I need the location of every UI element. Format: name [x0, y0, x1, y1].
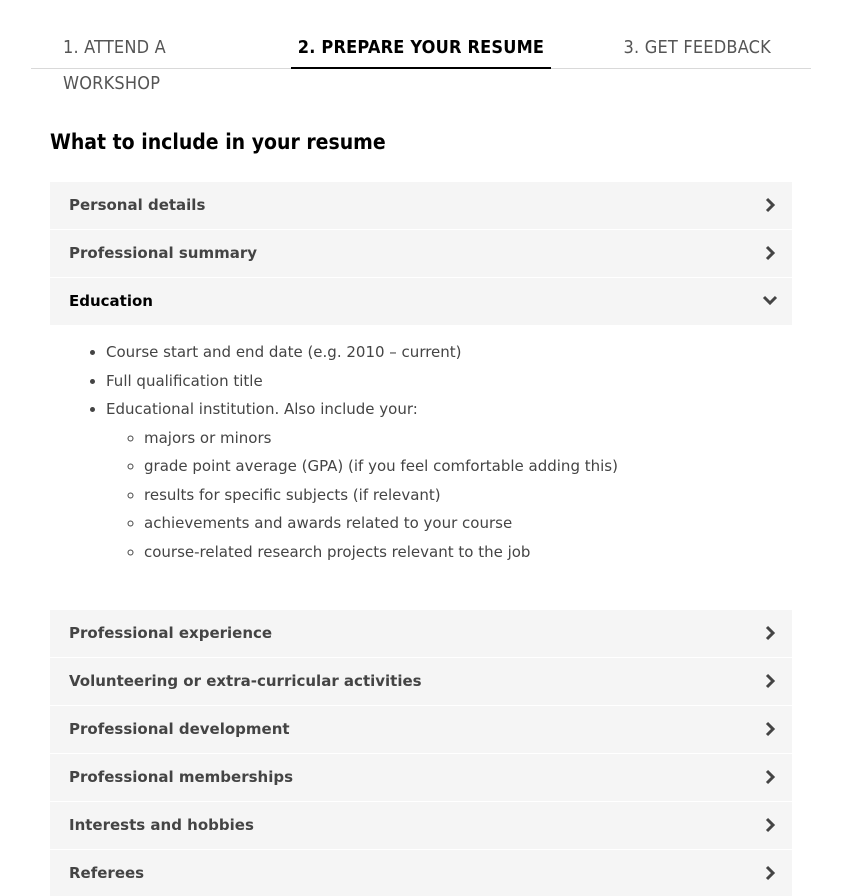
accordion-item-professional-development[interactable] [50, 706, 792, 754]
tab-attend-workshop[interactable]: 1. ATTEND A WORKSHOP [63, 37, 166, 94]
list-item: • Full qualification title [106, 367, 792, 396]
education-sublist [106, 424, 792, 567]
accordion-item-personal-details[interactable] [50, 182, 792, 230]
accordion-item-label: Personal details [69, 196, 206, 214]
list-item-text: Educational institution. Also include your: [106, 400, 418, 418]
accordion-bottom [50, 610, 792, 896]
education-content [50, 338, 792, 566]
chevron-right-icon [762, 817, 778, 833]
chevron-right-icon [762, 865, 778, 881]
accordion-item-professional-memberships[interactable] [50, 754, 792, 802]
chevron-right-icon [762, 721, 778, 737]
accordion-top [50, 182, 792, 326]
step-tabs [31, 30, 811, 94]
accordion-item-label: Volunteering or extra-curricular activities [69, 672, 422, 690]
list-item: ◦ majors or minors [144, 424, 792, 453]
accordion-item-label: Education [69, 292, 153, 310]
chevron-right-icon [762, 245, 778, 261]
list-item: • Course start and end date (e.g. 2010 – current) [106, 338, 792, 367]
tab-get-feedback[interactable]: 3. GET FEEDBACK [623, 37, 771, 58]
accordion-item-interests-hobbies[interactable] [50, 802, 792, 850]
list-item: ◦ grade point average (GPA) (if you feel comfortable adding this) [144, 452, 792, 481]
accordion-item-education[interactable] [50, 278, 792, 326]
list-item: ◦ achievements and awards related to your course [144, 509, 792, 538]
list-item: ◦ course-related research projects relevant to the job [144, 538, 792, 567]
chevron-down-icon [762, 293, 778, 309]
accordion-item-label: Referees [69, 864, 145, 882]
accordion-item-referees[interactable] [50, 850, 792, 896]
tab-prepare-resume[interactable]: 2. PREPARE YOUR RESUME [291, 30, 551, 69]
section-title: What to include in your resume [50, 130, 386, 154]
accordion-item-label: Professional summary [69, 244, 258, 262]
accordion-item-label: Interests and hobbies [69, 816, 254, 834]
list-item [106, 395, 792, 566]
list-item: ◦ results for specific subjects (if relevant) [144, 481, 792, 510]
chevron-right-icon [762, 673, 778, 689]
accordion-item-label: Professional development [69, 720, 290, 738]
accordion-item-volunteering[interactable] [50, 658, 792, 706]
accordion-item-professional-summary[interactable] [50, 230, 792, 278]
accordion-item-professional-experience[interactable] [50, 610, 792, 658]
chevron-right-icon [762, 625, 778, 641]
accordion-item-label: Professional experience [69, 624, 273, 642]
chevron-right-icon [762, 769, 778, 785]
chevron-right-icon [762, 197, 778, 213]
accordion-item-label: Professional memberships [69, 768, 294, 786]
education-list [50, 338, 792, 566]
